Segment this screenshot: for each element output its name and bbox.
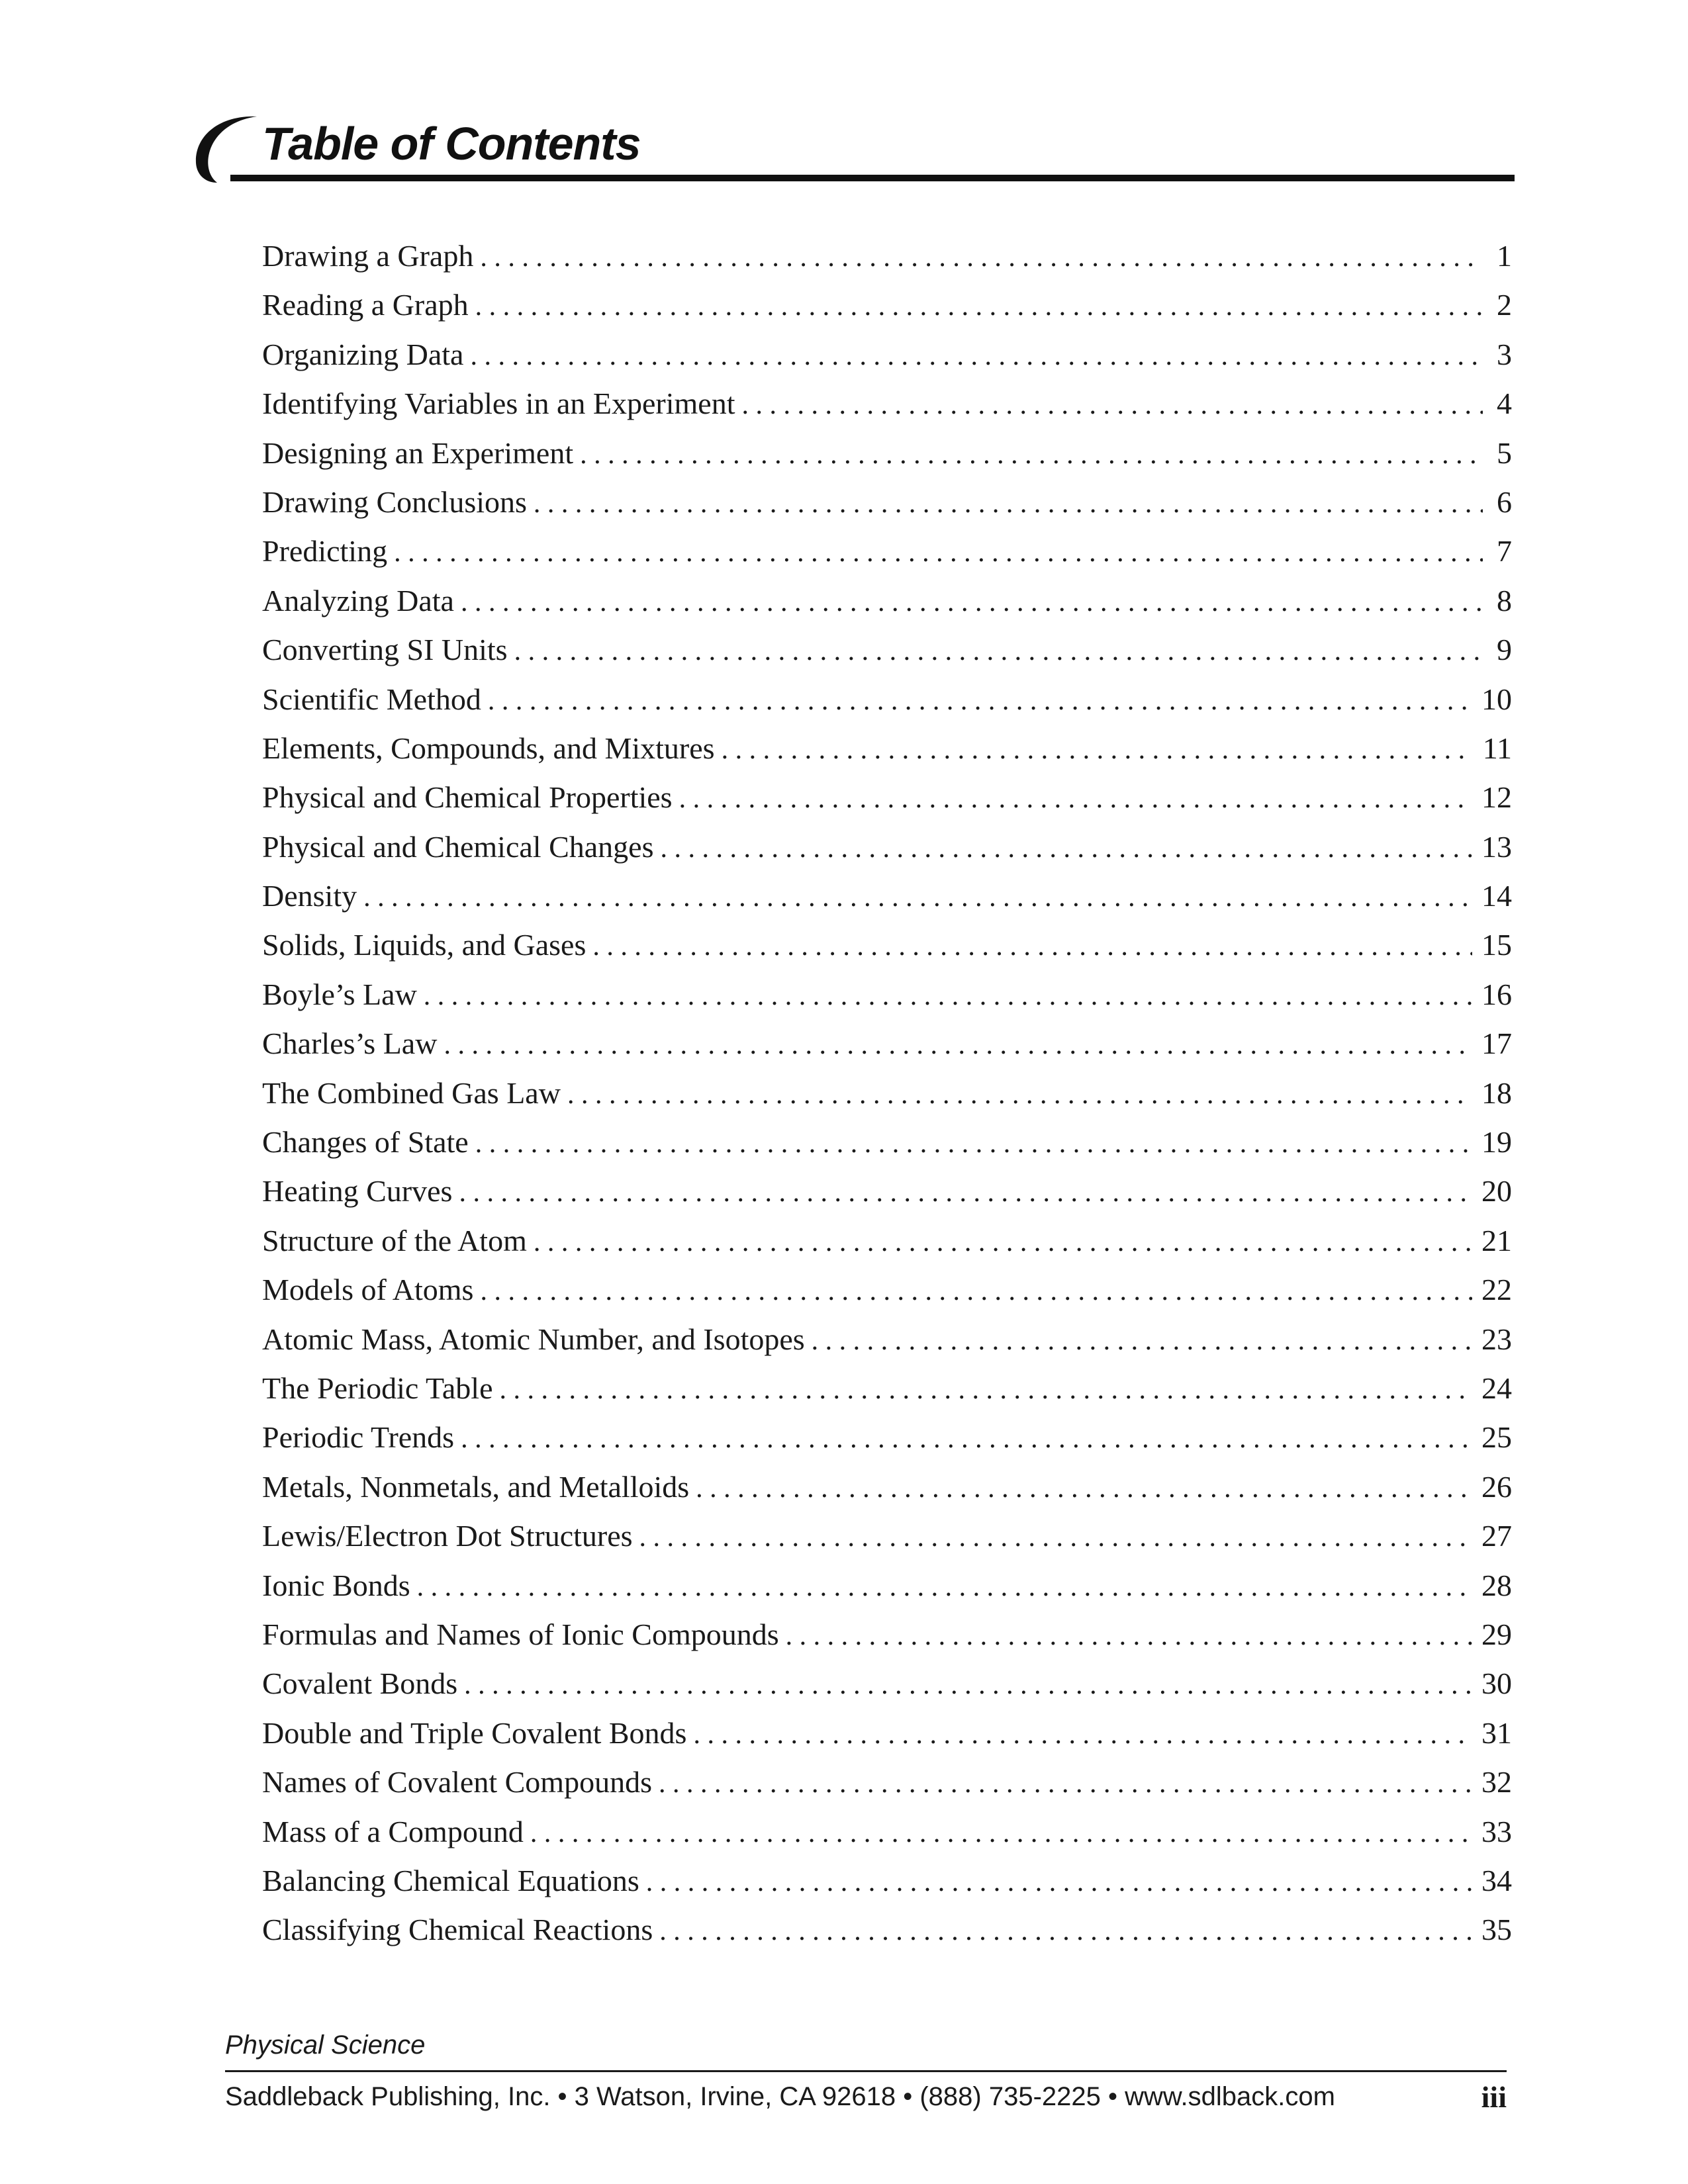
toc-entry-page-number: 3 bbox=[1497, 337, 1512, 371]
toc-entry-page-number: 28 bbox=[1481, 1568, 1512, 1602]
dot-leader bbox=[567, 1079, 1472, 1111]
toc-entry[interactable] bbox=[262, 780, 1512, 829]
toc-entry-title: Physical and Chemical Changes bbox=[262, 829, 654, 864]
toc-entry-page-number: 15 bbox=[1481, 928, 1512, 962]
dot-leader bbox=[480, 1275, 1472, 1307]
toc-entry-title: Boyle’s Law bbox=[262, 977, 417, 1011]
toc-entry-page-number: 5 bbox=[1497, 435, 1512, 470]
toc-entry[interactable] bbox=[262, 533, 1512, 582]
toc-entry[interactable] bbox=[262, 386, 1512, 435]
dot-leader bbox=[534, 1226, 1472, 1258]
toc-entry-title: Models of Atoms bbox=[262, 1273, 474, 1307]
toc-entry-title: Designing an Experiment bbox=[262, 435, 574, 470]
footer-publisher-info: Saddleback Publishing, Inc. • 3 Watson, Irvine, CA 92618 • (888) 735-2225 • www.sdlback.com bbox=[225, 2082, 1335, 2111]
toc-entry-page-number: 7 bbox=[1497, 534, 1512, 569]
dot-leader bbox=[499, 1374, 1472, 1406]
toc-entry-title: Organizing Data bbox=[262, 337, 464, 371]
toc-entry-title: Changes of State bbox=[262, 1125, 469, 1160]
dot-leader bbox=[661, 833, 1473, 864]
toc-entry-title: Names of Covalent Compounds bbox=[262, 1765, 652, 1799]
toc-entry-title: Reading a Graph bbox=[262, 288, 469, 322]
toc-entry-page-number: 2 bbox=[1497, 288, 1512, 322]
toc-entry-title: Scientific Method bbox=[262, 682, 481, 716]
dot-leader bbox=[659, 1768, 1472, 1799]
toc-entry[interactable] bbox=[262, 1026, 1512, 1075]
toc-entry-title: Covalent Bonds bbox=[262, 1666, 458, 1701]
dot-leader bbox=[488, 685, 1472, 717]
toc-entry-title: Metals, Nonmetals, and Metalloids bbox=[262, 1469, 690, 1504]
footer-page-number: iii bbox=[1481, 2080, 1507, 2114]
dot-leader bbox=[580, 439, 1483, 471]
toc-entry[interactable] bbox=[262, 238, 1512, 287]
toc-entry-page-number: 22 bbox=[1481, 1273, 1512, 1307]
toc-entry-title: Formulas and Names of Ionic Compounds bbox=[262, 1617, 779, 1651]
dot-leader bbox=[742, 389, 1483, 421]
dot-leader bbox=[464, 1669, 1472, 1701]
toc-entry-title: Ionic Bonds bbox=[262, 1568, 410, 1602]
toc-entry[interactable] bbox=[262, 1715, 1512, 1764]
toc-entry-title: Atomic Mass, Atomic Number, and Isotopes bbox=[262, 1322, 805, 1356]
toc-entry-page-number: 35 bbox=[1481, 1913, 1512, 1947]
toc-entry-title: Structure of the Atom bbox=[262, 1223, 527, 1257]
toc-entry[interactable] bbox=[262, 435, 1512, 484]
toc-entry[interactable] bbox=[262, 1469, 1512, 1518]
toc-entry[interactable] bbox=[262, 1814, 1512, 1863]
toc-entry-title: Density bbox=[262, 879, 357, 913]
dot-leader bbox=[417, 1571, 1472, 1603]
dot-leader bbox=[696, 1473, 1472, 1504]
toc-entry-page-number: 34 bbox=[1481, 1863, 1512, 1897]
toc-entry-page-number: 8 bbox=[1497, 583, 1512, 617]
toc-entry-title: Elements, Compounds, and Mixtures bbox=[262, 731, 715, 765]
toc-entry[interactable] bbox=[262, 1617, 1512, 1666]
toc-entry-page-number: 16 bbox=[1481, 977, 1512, 1011]
toc-entry[interactable] bbox=[262, 1568, 1512, 1617]
toc-entry-title: Classifying Chemical Reactions bbox=[262, 1913, 653, 1947]
toc-entry-page-number: 23 bbox=[1481, 1322, 1512, 1356]
toc-entry-title: Mass of a Compound bbox=[262, 1814, 524, 1848]
dot-leader bbox=[679, 783, 1472, 815]
toc-entry[interactable] bbox=[262, 1666, 1512, 1715]
toc-entry[interactable] bbox=[262, 632, 1512, 681]
toc-entry[interactable] bbox=[262, 1075, 1512, 1124]
dot-leader bbox=[639, 1522, 1472, 1553]
toc-entry-page-number: 33 bbox=[1481, 1814, 1512, 1848]
dot-leader bbox=[693, 1719, 1472, 1751]
dot-leader bbox=[812, 1325, 1472, 1357]
dot-leader bbox=[659, 1915, 1472, 1947]
dot-leader bbox=[592, 931, 1472, 962]
dot-leader bbox=[461, 586, 1483, 618]
toc-entry[interactable] bbox=[262, 1912, 1512, 1961]
toc-entry[interactable] bbox=[262, 1223, 1512, 1272]
footer-book-title: Physical Science bbox=[225, 2030, 426, 2060]
dot-leader bbox=[461, 1423, 1472, 1455]
dot-leader bbox=[394, 537, 1483, 569]
toc-entry-page-number: 1 bbox=[1497, 239, 1512, 273]
toc-list bbox=[262, 238, 1512, 1962]
toc-entry-title: Physical and Chemical Properties bbox=[262, 780, 673, 815]
dot-leader bbox=[424, 980, 1472, 1012]
toc-entry[interactable] bbox=[262, 682, 1512, 731]
toc-entry-title: Double and Triple Covalent Bonds bbox=[262, 1715, 687, 1750]
toc-entry-title: Balancing Chemical Equations bbox=[262, 1863, 639, 1897]
page-title: Table of Contents bbox=[262, 118, 641, 169]
dot-leader bbox=[534, 488, 1483, 520]
toc-entry-page-number: 27 bbox=[1481, 1519, 1512, 1553]
dot-leader bbox=[444, 1029, 1472, 1061]
toc-entry-page-number: 26 bbox=[1481, 1469, 1512, 1504]
toc-entry-page-number: 31 bbox=[1481, 1715, 1512, 1750]
dot-leader bbox=[530, 1817, 1472, 1849]
toc-entry-title: Heating Curves bbox=[262, 1174, 453, 1208]
toc-entry-page-number: 9 bbox=[1497, 633, 1512, 667]
toc-entry-page-number: 30 bbox=[1481, 1666, 1512, 1701]
footer bbox=[225, 2030, 1507, 2130]
dot-leader bbox=[475, 1128, 1472, 1160]
toc-entry[interactable] bbox=[262, 1420, 1512, 1469]
toc-entry-page-number: 6 bbox=[1497, 484, 1512, 519]
footer-rule bbox=[225, 2070, 1507, 2072]
toc-entry-title: Predicting bbox=[262, 534, 388, 569]
toc-entry-page-number: 32 bbox=[1481, 1765, 1512, 1799]
toc-entry[interactable] bbox=[262, 1124, 1512, 1173]
toc-entry-title: Analyzing Data bbox=[262, 583, 454, 617]
toc-entry[interactable] bbox=[262, 1764, 1512, 1813]
toc-entry-page-number: 14 bbox=[1481, 879, 1512, 913]
dot-leader bbox=[480, 242, 1483, 273]
toc-entry[interactable] bbox=[262, 337, 1512, 386]
toc-entry-title: Lewis/Electron Dot Structures bbox=[262, 1519, 633, 1553]
toc-entry-title: The Periodic Table bbox=[262, 1371, 493, 1405]
toc-entry-page-number: 18 bbox=[1481, 1075, 1512, 1110]
crescent-icon bbox=[191, 111, 263, 184]
toc-entry-page-number: 20 bbox=[1481, 1174, 1512, 1208]
dot-leader bbox=[646, 1866, 1472, 1898]
toc-header bbox=[191, 111, 1515, 184]
dot-leader bbox=[514, 635, 1483, 667]
toc-entry-page-number: 12 bbox=[1481, 780, 1512, 815]
dot-leader bbox=[475, 291, 1483, 322]
toc-entry[interactable] bbox=[262, 829, 1512, 878]
toc-entry[interactable] bbox=[262, 1272, 1512, 1321]
toc-entry-page-number: 10 bbox=[1481, 682, 1512, 716]
toc-entry-title: Periodic Trends bbox=[262, 1420, 455, 1455]
toc-entry[interactable] bbox=[262, 484, 1512, 533]
dot-leader bbox=[786, 1620, 1472, 1652]
toc-entry-page-number: 4 bbox=[1497, 387, 1512, 421]
dot-leader bbox=[459, 1177, 1472, 1208]
toc-entry[interactable] bbox=[262, 1371, 1512, 1420]
toc-entry-page-number: 25 bbox=[1481, 1420, 1512, 1455]
toc-entry[interactable] bbox=[262, 1518, 1512, 1567]
toc-entry[interactable] bbox=[262, 287, 1512, 336]
toc-entry-title: Converting SI Units bbox=[262, 633, 508, 667]
toc-entry[interactable] bbox=[262, 1863, 1512, 1912]
toc-entry-title: Identifying Variables in an Experiment bbox=[262, 387, 735, 421]
toc-entry[interactable] bbox=[262, 583, 1512, 632]
toc-entry-page-number: 19 bbox=[1481, 1125, 1512, 1160]
toc-entry-page-number: 13 bbox=[1481, 829, 1512, 864]
header-rule bbox=[230, 175, 1515, 181]
toc-entry-title: Drawing a Graph bbox=[262, 239, 474, 273]
dot-leader bbox=[722, 734, 1474, 766]
toc-entry-title: The Combined Gas Law bbox=[262, 1075, 561, 1110]
toc-entry-title: Charles’s Law bbox=[262, 1026, 438, 1061]
toc-entry-page-number: 29 bbox=[1481, 1617, 1512, 1651]
toc-entry[interactable] bbox=[262, 878, 1512, 927]
toc-entry-page-number: 11 bbox=[1482, 731, 1512, 765]
dot-leader bbox=[470, 340, 1483, 372]
toc-entry[interactable] bbox=[262, 1322, 1512, 1371]
toc-entry[interactable] bbox=[262, 731, 1512, 780]
toc-entry[interactable] bbox=[262, 927, 1512, 976]
toc-entry-title: Drawing Conclusions bbox=[262, 484, 527, 519]
toc-entry-page-number: 21 bbox=[1481, 1223, 1512, 1257]
toc-entry-title: Solids, Liquids, and Gases bbox=[262, 928, 586, 962]
toc-entry[interactable] bbox=[262, 977, 1512, 1026]
dot-leader bbox=[363, 882, 1472, 913]
toc-entry-page-number: 24 bbox=[1481, 1371, 1512, 1405]
toc-entry[interactable] bbox=[262, 1173, 1512, 1222]
toc-entry-page-number: 17 bbox=[1481, 1026, 1512, 1061]
